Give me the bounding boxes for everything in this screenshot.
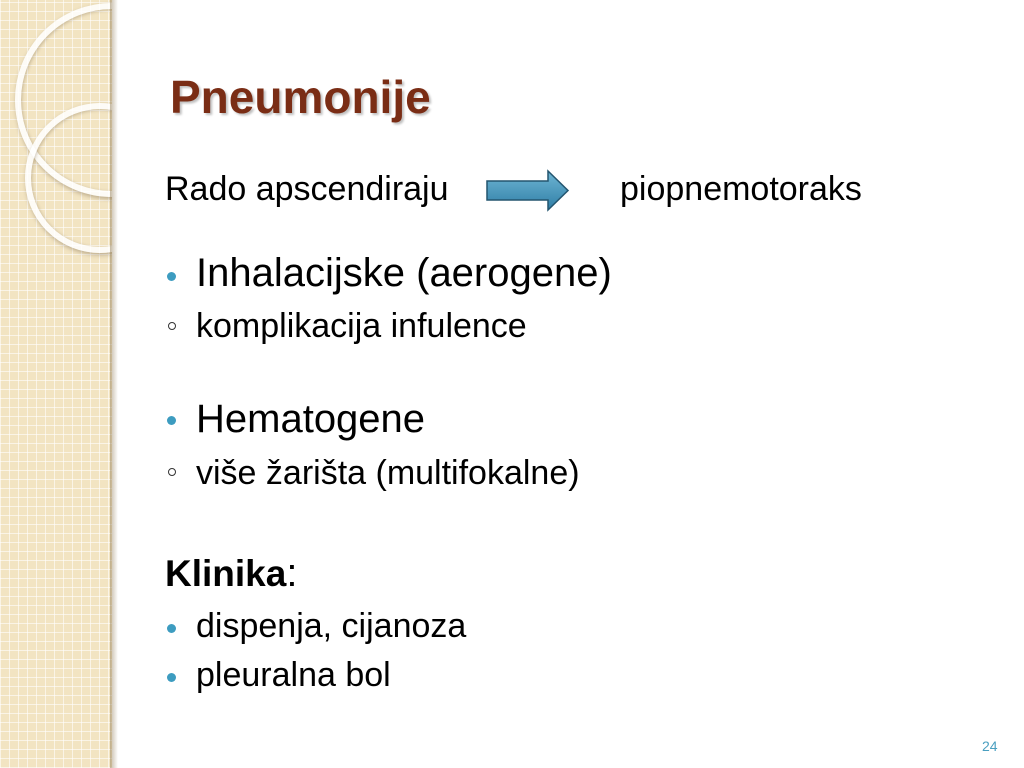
section-heading-label: Klinika xyxy=(165,553,287,594)
bullet-dot-icon xyxy=(167,624,176,633)
bullet-dot-icon xyxy=(167,673,176,682)
sub-bullet-item: više žarišta (multifokalne) xyxy=(196,454,580,492)
arrow-line-right-text: piopnemotoraks xyxy=(620,170,862,208)
arrow-line-left-text: Rado apscendiraju xyxy=(165,170,449,208)
sub-bullet-item: komplikacija infulence xyxy=(196,307,527,345)
sub-bullet-ring-icon xyxy=(168,468,176,476)
bullet-dot-icon xyxy=(167,416,176,425)
section-heading xyxy=(165,551,298,600)
slide-title: Pneumonije xyxy=(170,71,431,123)
sidebar-shadow-edge xyxy=(110,0,118,768)
bullet-item: Hematogene xyxy=(196,397,426,441)
bullet-item: Inhalacijske (aerogene) xyxy=(196,251,612,295)
section-bullet-item: pleuralna bol xyxy=(196,656,391,694)
section-heading-colon: : xyxy=(286,551,298,595)
bullet-dot-icon xyxy=(167,272,176,281)
decorative-sidebar xyxy=(0,0,112,768)
sub-bullet-ring-icon xyxy=(168,322,176,330)
page-number: 24 xyxy=(982,738,998,754)
section-bullet-item: dispenja, cijanoza xyxy=(196,607,467,645)
right-arrow-icon xyxy=(485,168,571,214)
